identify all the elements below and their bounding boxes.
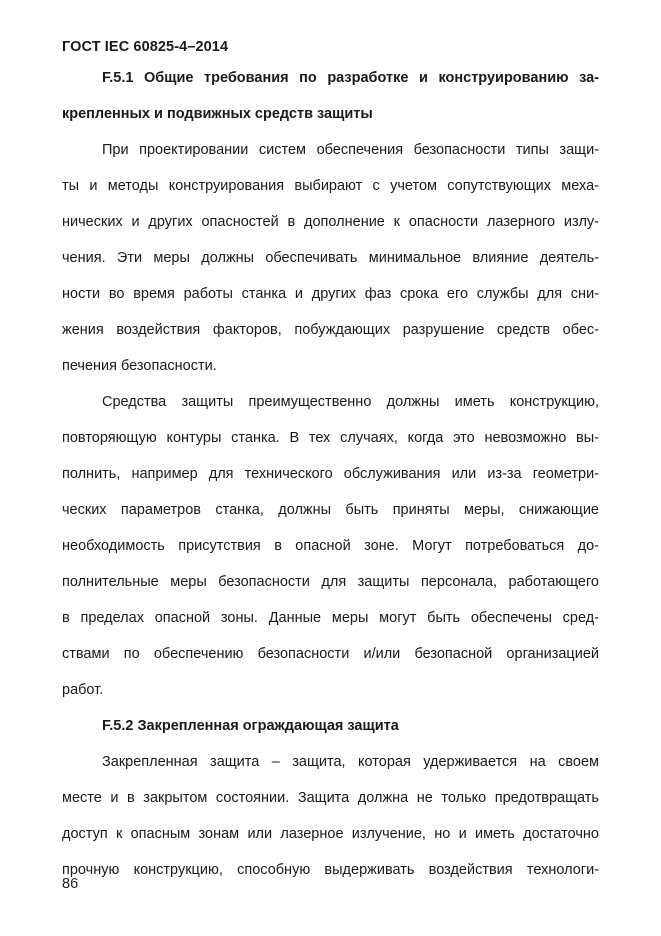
text-line: прочную конструкцию, способную выдерживать воздействия технологи- xyxy=(62,862,599,878)
text-line: Закрепленная защита – защита, которая удерживается на своем xyxy=(102,754,599,770)
text-line: ствами по обеспечению безопасности и/или безопасной организацией xyxy=(62,646,599,662)
paragraph-fixed-guard xyxy=(62,744,599,888)
text-line: нических и других опасностей в дополнение к опасности лазерного излу- xyxy=(62,214,599,230)
standard-header: ГОСТ IEC 60825-4–2014 xyxy=(62,39,229,55)
paragraph-design-systems xyxy=(62,132,599,384)
text-line: работ. xyxy=(62,682,104,698)
text-line: необходимость присутствия в опасной зоне. Могут потребоваться до- xyxy=(62,538,599,554)
heading-line: крепленных и подвижных средств защиты xyxy=(62,106,373,122)
page-number: 86 xyxy=(62,876,79,892)
text-line: в пределах опасной зоны. Данные меры могут быть обеспечены сред- xyxy=(62,610,599,626)
text-line: жения воздействия факторов, побуждающих разрушение средств обес- xyxy=(62,322,599,338)
text-line: При проектировании систем обеспечения безопасности типы защи- xyxy=(102,142,599,158)
text-line: месте и в закрытом состоянии. Защита должна не только предотвращать xyxy=(62,790,599,806)
text-line: доступ к опасным зонам или лазерное излучение, но и иметь достаточно xyxy=(62,826,599,842)
section-heading-f52 xyxy=(62,708,599,744)
section-heading-f51 xyxy=(62,60,599,132)
text-line: повторяющую контуры станка. В тех случаях, когда это невозможно вы- xyxy=(62,430,599,446)
text-line: ты и методы конструирования выбирают с учетом сопутствующих меха- xyxy=(62,178,599,194)
page-content xyxy=(62,60,599,888)
text-line: печения безопасности. xyxy=(62,358,217,374)
text-line: Средства защиты преимущественно должны иметь конструкцию, xyxy=(102,394,599,410)
text-line: ческих параметров станка, должны быть приняты меры, снижающие xyxy=(62,502,599,518)
heading-line: F.5.2 Закрепленная ограждающая защита xyxy=(102,718,399,734)
heading-line: F.5.1 Общие требования по разработке и конструированию за- xyxy=(102,70,599,86)
text-line: чения. Эти меры должны обеспечивать минимальное влияние деятель- xyxy=(62,250,599,266)
text-line: полнить, например для технического обслуживания или из-за геометри- xyxy=(62,466,599,482)
text-line: полнительные меры безопасности для защиты персонала, работающего xyxy=(62,574,599,590)
paragraph-protection-means xyxy=(62,384,599,708)
text-line: ности во время работы станка и других фаз срока его службы для сни- xyxy=(62,286,599,302)
